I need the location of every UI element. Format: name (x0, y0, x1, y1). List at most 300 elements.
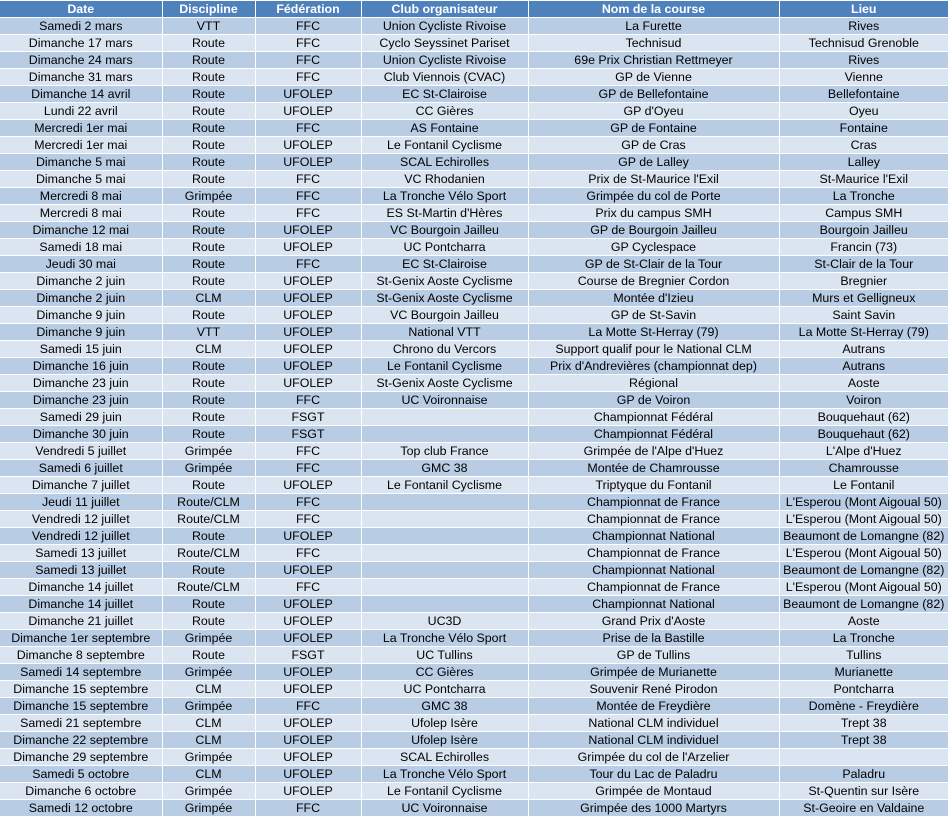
cell-federation: FFC (255, 52, 361, 69)
cell-discipline: Route (162, 35, 255, 52)
cell-club: AS Fontaine (361, 120, 528, 137)
cell-federation: UFOLEP (255, 613, 361, 630)
cell-federation: FFC (255, 120, 361, 137)
cell-date: Samedi 12 octobre (0, 800, 162, 817)
cell-discipline: CLM (162, 681, 255, 698)
table-row (0, 18, 948, 35)
cell-federation: UFOLEP (255, 341, 361, 358)
cell-course: GP de Bellefontaine (528, 86, 779, 103)
cell-lieu: Paladru (779, 766, 948, 783)
cell-discipline: Route (162, 256, 255, 273)
cell-discipline: CLM (162, 715, 255, 732)
column-header-date[interactable]: Date (0, 1, 162, 18)
cell-lieu: Trept 38 (779, 715, 948, 732)
cell-lieu: St-Clair de la Tour (779, 256, 948, 273)
cell-federation: UFOLEP (255, 562, 361, 579)
cell-lieu: Voiron (779, 392, 948, 409)
cell-date: Dimanche 2 juin (0, 290, 162, 307)
cell-date: Dimanche 12 mai (0, 222, 162, 239)
table-row (0, 103, 948, 120)
column-header-discipline[interactable]: Discipline (162, 1, 255, 18)
cell-date: Dimanche 30 juin (0, 426, 162, 443)
cell-date: Samedi 21 septembre (0, 715, 162, 732)
cell-lieu: Bregnier (779, 273, 948, 290)
table-row (0, 664, 948, 681)
table-row (0, 324, 948, 341)
table-row (0, 307, 948, 324)
cell-discipline: Route (162, 273, 255, 290)
cell-discipline: Route (162, 528, 255, 545)
cell-lieu: L'Esperou (Mont Aigoual 50) (779, 494, 948, 511)
cell-discipline: Route (162, 409, 255, 426)
cell-federation: UFOLEP (255, 732, 361, 749)
cell-date: Mercredi 8 mai (0, 188, 162, 205)
cell-course: Prix d'Andrevières (championnat dep) (528, 358, 779, 375)
cell-federation: FSGT (255, 647, 361, 664)
table-row (0, 69, 948, 86)
cell-federation: FFC (255, 205, 361, 222)
cell-lieu: Rives (779, 18, 948, 35)
cell-discipline: CLM (162, 732, 255, 749)
table-row (0, 375, 948, 392)
cell-date: Samedi 29 juin (0, 409, 162, 426)
cell-course: Grand Prix d'Aoste (528, 613, 779, 630)
cell-lieu: Bouquehaut (62) (779, 409, 948, 426)
cell-club: Ufolep Isère (361, 732, 528, 749)
cell-course: Championnat de France (528, 511, 779, 528)
table-row (0, 596, 948, 613)
cell-lieu: Technisud Grenoble (779, 35, 948, 52)
cell-discipline: Route (162, 69, 255, 86)
cell-course: Montée d'Izieu (528, 290, 779, 307)
cell-discipline: Route (162, 52, 255, 69)
table-row (0, 528, 948, 545)
cell-lieu: Francin (73) (779, 239, 948, 256)
cell-federation: UFOLEP (255, 290, 361, 307)
cell-club: UC Pontcharra (361, 681, 528, 698)
cell-discipline: Grimpée (162, 188, 255, 205)
table-row (0, 443, 948, 460)
cell-course: Régional (528, 375, 779, 392)
table-row (0, 698, 948, 715)
cell-discipline: VTT (162, 18, 255, 35)
table-row (0, 358, 948, 375)
cell-federation: UFOLEP (255, 103, 361, 120)
cell-lieu: L'Alpe d'Huez (779, 443, 948, 460)
cell-date: Dimanche 17 mars (0, 35, 162, 52)
cell-lieu: Oyeu (779, 103, 948, 120)
cell-date: Lundi 22 avril (0, 103, 162, 120)
cell-course: GP Cyclespace (528, 239, 779, 256)
cell-course: Championnat de France (528, 545, 779, 562)
cell-date: Mercredi 8 mai (0, 205, 162, 222)
cell-club: La Tronche Vélo Sport (361, 630, 528, 647)
cell-discipline: Route/CLM (162, 494, 255, 511)
cell-federation: UFOLEP (255, 137, 361, 154)
cell-course: La Motte St-Herray (79) (528, 324, 779, 341)
cell-discipline: Route (162, 86, 255, 103)
cell-federation: UFOLEP (255, 681, 361, 698)
cell-club (361, 494, 528, 511)
cell-lieu: Bouquehaut (62) (779, 426, 948, 443)
cell-discipline: Grimpée (162, 698, 255, 715)
table-row (0, 715, 948, 732)
cell-federation: UFOLEP (255, 528, 361, 545)
cell-lieu: Trept 38 (779, 732, 948, 749)
cell-course: Grimpée du col de Porte (528, 188, 779, 205)
cell-club: UC Pontcharra (361, 239, 528, 256)
cell-lieu: L'Esperou (Mont Aigoual 50) (779, 579, 948, 596)
cell-course: Souvenir René Pirodon (528, 681, 779, 698)
cell-federation: UFOLEP (255, 307, 361, 324)
cell-lieu: Beaumont de Lomangne (82) (779, 596, 948, 613)
cell-club: UC Tullins (361, 647, 528, 664)
cell-lieu: L'Esperou (Mont Aigoual 50) (779, 511, 948, 528)
cell-date: Vendredi 5 juillet (0, 443, 162, 460)
cell-discipline: Route (162, 477, 255, 494)
cell-discipline: Route (162, 103, 255, 120)
cell-club: CC Gières (361, 664, 528, 681)
cell-course: Prise de la Bastille (528, 630, 779, 647)
cell-club: St-Genix Aoste Cyclisme (361, 290, 528, 307)
cell-club: Le Fontanil Cyclisme (361, 477, 528, 494)
cell-course: GP de Vienne (528, 69, 779, 86)
cell-course: GP de Tullins (528, 647, 779, 664)
cell-course: GP de Bourgoin Jailleu (528, 222, 779, 239)
cell-date: Samedi 2 mars (0, 18, 162, 35)
cell-date: Dimanche 2 juin (0, 273, 162, 290)
cell-date: Dimanche 5 mai (0, 154, 162, 171)
cell-lieu: Chamrousse (779, 460, 948, 477)
cell-date: Samedi 13 juillet (0, 545, 162, 562)
cell-club: Le Fontanil Cyclisme (361, 358, 528, 375)
cell-club: CC Gières (361, 103, 528, 120)
cell-course: Championnat National (528, 528, 779, 545)
cell-lieu: Beaumont de Lomangne (82) (779, 562, 948, 579)
cell-discipline: VTT (162, 324, 255, 341)
cell-federation: FFC (255, 579, 361, 596)
cell-federation: FFC (255, 18, 361, 35)
cell-discipline: Grimpée (162, 630, 255, 647)
table-row (0, 647, 948, 664)
cell-date: Dimanche 15 septembre (0, 681, 162, 698)
table-row (0, 290, 948, 307)
cell-discipline: Route (162, 375, 255, 392)
cell-club (361, 545, 528, 562)
cell-federation: UFOLEP (255, 749, 361, 766)
cell-date: Dimanche 6 octobre (0, 783, 162, 800)
cell-club: Top club France (361, 443, 528, 460)
cell-lieu: Campus SMH (779, 205, 948, 222)
table-row (0, 783, 948, 800)
column-header-lieu[interactable]: Lieu (779, 1, 948, 18)
cell-course: GP de Fontaine (528, 120, 779, 137)
cell-lieu (779, 749, 948, 766)
cell-club: Chrono du Vercors (361, 341, 528, 358)
cell-discipline: Grimpée (162, 443, 255, 460)
cell-federation: UFOLEP (255, 222, 361, 239)
table-row (0, 460, 948, 477)
cell-federation: FFC (255, 392, 361, 409)
cell-lieu: Murianette (779, 664, 948, 681)
cell-date: Samedi 13 juillet (0, 562, 162, 579)
cell-federation: UFOLEP (255, 86, 361, 103)
cell-date: Dimanche 23 juin (0, 392, 162, 409)
cell-course: Grimpée de l'Alpe d'Huez (528, 443, 779, 460)
cell-course: Championnat Fédéral (528, 426, 779, 443)
cell-federation: FFC (255, 69, 361, 86)
cell-discipline: Route (162, 239, 255, 256)
cell-discipline: Route (162, 120, 255, 137)
table-row (0, 426, 948, 443)
cell-discipline: Route (162, 426, 255, 443)
cell-discipline: Grimpée (162, 783, 255, 800)
cell-date: Samedi 18 mai (0, 239, 162, 256)
cell-federation: UFOLEP (255, 154, 361, 171)
cell-lieu: Vienne (779, 69, 948, 86)
cell-lieu: Autrans (779, 358, 948, 375)
cell-club: ES St-Martin d'Hères (361, 205, 528, 222)
cell-federation: UFOLEP (255, 715, 361, 732)
cell-club (361, 562, 528, 579)
cell-federation: FFC (255, 800, 361, 817)
cell-club: Union Cycliste Rivoise (361, 52, 528, 69)
cell-federation: FFC (255, 698, 361, 715)
table-row (0, 341, 948, 358)
cell-course: Grimpée de Montaud (528, 783, 779, 800)
cell-course: GP de St-Clair de la Tour (528, 256, 779, 273)
table-row (0, 239, 948, 256)
cell-course: Montée de Freydière (528, 698, 779, 715)
cell-course: Tour du Lac de Paladru (528, 766, 779, 783)
table-row (0, 171, 948, 188)
table-row (0, 630, 948, 647)
table-row (0, 188, 948, 205)
cell-federation: FSGT (255, 426, 361, 443)
cell-date: Mercredi 1er mai (0, 137, 162, 154)
table-row (0, 545, 948, 562)
cell-discipline: Grimpée (162, 800, 255, 817)
cell-club: GMC 38 (361, 698, 528, 715)
cell-lieu: St-Quentin sur Isère (779, 783, 948, 800)
cell-course: Prix de St-Maurice l'Exil (528, 171, 779, 188)
cell-course: Grimpée du col de l'Arzelier (528, 749, 779, 766)
cell-date: Dimanche 16 juin (0, 358, 162, 375)
cell-club: SCAL Echirolles (361, 154, 528, 171)
cell-date: Dimanche 8 septembre (0, 647, 162, 664)
cell-course: GP de Lalley (528, 154, 779, 171)
cell-club: VC Bourgoin Jailleu (361, 222, 528, 239)
cell-course: Triptyque du Fontanil (528, 477, 779, 494)
cell-course: Support qualif pour le National CLM (528, 341, 779, 358)
cell-club: Le Fontanil Cyclisme (361, 783, 528, 800)
cell-course: La Furette (528, 18, 779, 35)
cell-club: UC Voironnaise (361, 392, 528, 409)
cell-club: Cyclo Seyssinet Pariset (361, 35, 528, 52)
cell-federation: FFC (255, 171, 361, 188)
cell-date: Vendredi 12 juillet (0, 511, 162, 528)
cell-date: Dimanche 31 mars (0, 69, 162, 86)
cell-date: Dimanche 14 avril (0, 86, 162, 103)
cell-federation: FSGT (255, 409, 361, 426)
cell-club: Le Fontanil Cyclisme (361, 137, 528, 154)
cell-lieu: Aoste (779, 375, 948, 392)
cell-club: EC St-Clairoise (361, 256, 528, 273)
cell-federation: UFOLEP (255, 477, 361, 494)
cell-date: Samedi 5 octobre (0, 766, 162, 783)
cell-course: Championnat de France (528, 494, 779, 511)
cell-date: Mercredi 1er mai (0, 120, 162, 137)
cell-lieu: Aoste (779, 613, 948, 630)
cell-club (361, 528, 528, 545)
cell-federation: UFOLEP (255, 375, 361, 392)
table-row (0, 477, 948, 494)
cell-club: Ufolep Isère (361, 715, 528, 732)
cell-lieu: L'Esperou (Mont Aigoual 50) (779, 545, 948, 562)
table-row (0, 579, 948, 596)
cell-date: Dimanche 24 mars (0, 52, 162, 69)
cell-lieu: La Tronche (779, 630, 948, 647)
cell-lieu: Rives (779, 52, 948, 69)
cell-date: Samedi 14 septembre (0, 664, 162, 681)
cell-club: Union Cycliste Rivoise (361, 18, 528, 35)
cell-date: Dimanche 23 juin (0, 375, 162, 392)
cell-club: SCAL Echirolles (361, 749, 528, 766)
cell-discipline: Route (162, 358, 255, 375)
cell-club (361, 579, 528, 596)
table-row (0, 766, 948, 783)
cell-discipline: Route (162, 596, 255, 613)
cell-discipline: CLM (162, 341, 255, 358)
cell-club (361, 409, 528, 426)
cell-discipline: Route (162, 392, 255, 409)
cell-federation: UFOLEP (255, 358, 361, 375)
cell-date: Dimanche 14 juillet (0, 596, 162, 613)
cell-club: St-Genix Aoste Cyclisme (361, 375, 528, 392)
cell-lieu: St-Geoire en Valdaine (779, 800, 948, 817)
cell-discipline: Route (162, 154, 255, 171)
cell-discipline: Route/CLM (162, 579, 255, 596)
table-row (0, 137, 948, 154)
table-row (0, 749, 948, 766)
table-body (0, 18, 948, 817)
cell-course: GP de St-Savin (528, 307, 779, 324)
cell-discipline: CLM (162, 766, 255, 783)
cell-lieu: Lalley (779, 154, 948, 171)
cell-course: 69e Prix Christian Rettmeyer (528, 52, 779, 69)
cell-lieu: Tullins (779, 647, 948, 664)
race-calendar-table (0, 1, 948, 817)
cell-club: VC Rhodanien (361, 171, 528, 188)
cell-discipline: Route (162, 613, 255, 630)
cell-course: Championnat Fédéral (528, 409, 779, 426)
cell-date: Samedi 15 juin (0, 341, 162, 358)
cell-federation: FFC (255, 545, 361, 562)
cell-lieu: Pontcharra (779, 681, 948, 698)
cell-lieu: Fontaine (779, 120, 948, 137)
cell-discipline: Grimpée (162, 749, 255, 766)
table-row (0, 222, 948, 239)
cell-date: Jeudi 11 juillet (0, 494, 162, 511)
cell-lieu: Autrans (779, 341, 948, 358)
cell-federation: UFOLEP (255, 596, 361, 613)
table-row (0, 392, 948, 409)
cell-date: Dimanche 22 septembre (0, 732, 162, 749)
cell-lieu: La Motte St-Herray (79) (779, 324, 948, 341)
table-row (0, 35, 948, 52)
cell-discipline: Route/CLM (162, 545, 255, 562)
cell-discipline: Route (162, 222, 255, 239)
cell-federation: FFC (255, 511, 361, 528)
cell-date: Vendredi 12 juillet (0, 528, 162, 545)
column-header-course[interactable]: Nom de la course (528, 1, 779, 18)
table-row (0, 120, 948, 137)
cell-federation: FFC (255, 188, 361, 205)
table-row (0, 732, 948, 749)
cell-course: GP d'Oyeu (528, 103, 779, 120)
cell-discipline: CLM (162, 290, 255, 307)
cell-date: Dimanche 15 septembre (0, 698, 162, 715)
cell-date: Jeudi 30 mai (0, 256, 162, 273)
cell-lieu: La Tronche (779, 188, 948, 205)
cell-discipline: Route (162, 137, 255, 154)
cell-date: Dimanche 29 septembre (0, 749, 162, 766)
cell-federation: FFC (255, 443, 361, 460)
cell-date: Dimanche 9 juin (0, 324, 162, 341)
cell-date: Dimanche 9 juin (0, 307, 162, 324)
cell-course: Montée de Chamrousse (528, 460, 779, 477)
table-row (0, 681, 948, 698)
table-row (0, 154, 948, 171)
cell-course: Course de Bregnier Cordon (528, 273, 779, 290)
cell-lieu: Saint Savin (779, 307, 948, 324)
cell-club (361, 511, 528, 528)
table-row (0, 256, 948, 273)
cell-lieu: Domène - Freydière (779, 698, 948, 715)
cell-federation: FFC (255, 35, 361, 52)
cell-course: Prix du campus SMH (528, 205, 779, 222)
cell-lieu: Bellefontaine (779, 86, 948, 103)
cell-date: Dimanche 5 mai (0, 171, 162, 188)
cell-course: GP de Voiron (528, 392, 779, 409)
cell-lieu: Cras (779, 137, 948, 154)
cell-federation: FFC (255, 460, 361, 477)
cell-date: Dimanche 21 juillet (0, 613, 162, 630)
table-row (0, 86, 948, 103)
table-row (0, 562, 948, 579)
cell-club (361, 596, 528, 613)
cell-federation: UFOLEP (255, 239, 361, 256)
cell-course: Championnat de France (528, 579, 779, 596)
cell-federation: UFOLEP (255, 783, 361, 800)
cell-federation: UFOLEP (255, 664, 361, 681)
cell-discipline: Route/CLM (162, 511, 255, 528)
cell-course: GP de Cras (528, 137, 779, 154)
cell-club: La Tronche Vélo Sport (361, 766, 528, 783)
cell-federation: UFOLEP (255, 630, 361, 647)
table-row (0, 273, 948, 290)
cell-club: La Tronche Vélo Sport (361, 188, 528, 205)
table-row (0, 613, 948, 630)
column-header-federation[interactable]: Fédération (255, 1, 361, 18)
cell-club: UC Voironnaise (361, 800, 528, 817)
cell-discipline: Route (162, 647, 255, 664)
cell-course: Championnat National (528, 562, 779, 579)
cell-discipline: Route (162, 562, 255, 579)
table-row (0, 52, 948, 69)
column-header-club[interactable]: Club organisateur (361, 1, 528, 18)
cell-course: National CLM individuel (528, 715, 779, 732)
